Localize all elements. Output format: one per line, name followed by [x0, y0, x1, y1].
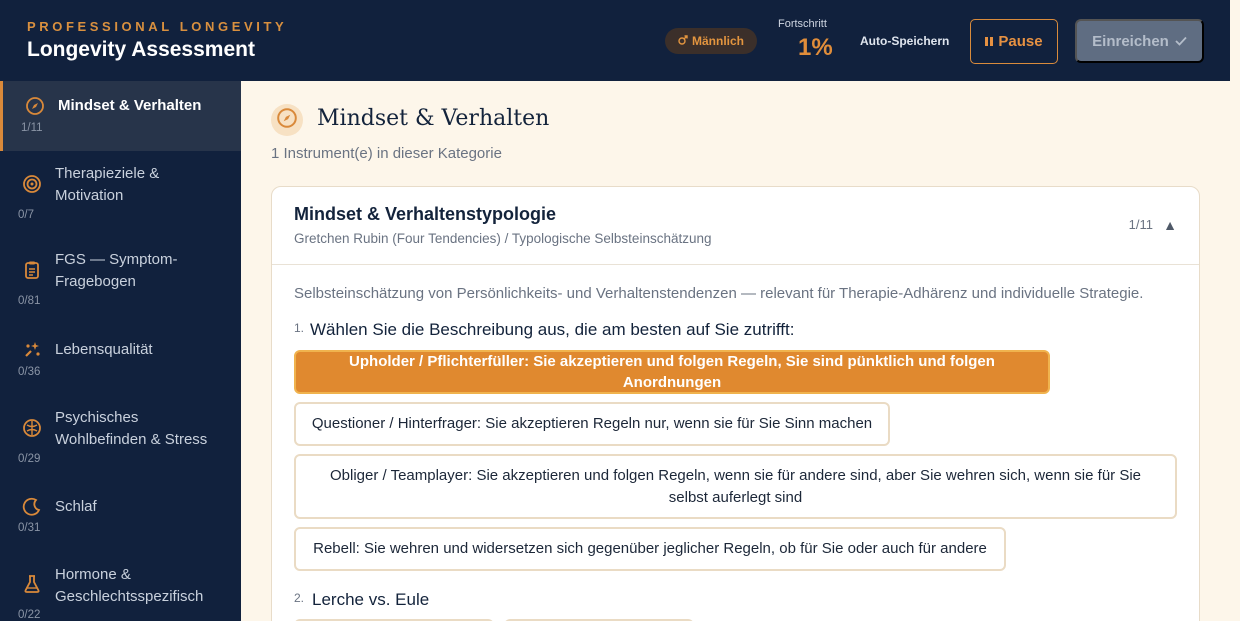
sidebar-item-psychisches-wohlbefinden[interactable] — [0, 391, 241, 479]
sidebar-item-count: 1/11 — [21, 122, 43, 134]
sidebar-item-count: 0/31 — [18, 522, 41, 534]
brain-icon — [22, 418, 42, 438]
instrument-subtitle: Gretchen Rubin (Four Tendencies) / Typologische Selbsteinschätzung — [294, 231, 712, 246]
question-text: Lerche vs. Eule — [312, 590, 430, 609]
check-icon — [1175, 33, 1187, 50]
gender-badge — [665, 28, 757, 54]
question-text: Wählen Sie die Beschreibung aus, die am besten auf Sie zutrifft: — [310, 320, 795, 339]
sidebar-item-therapieziele[interactable] — [0, 151, 241, 236]
submit-button[interactable] — [1075, 19, 1204, 63]
question-number: 1. — [294, 321, 305, 335]
top-header — [0, 0, 1230, 81]
category-icon — [271, 104, 303, 136]
instrument-title: Mindset & Verhaltenstypologie — [294, 204, 557, 224]
instrument-description: Selbsteinschätzung von Persönlichkeits- und Verhaltenstendenzen — relevant für Therapie-Adhärenz und individuelle Strategie. — [294, 285, 1144, 302]
moon-icon — [22, 497, 42, 517]
sparkle-icon — [22, 340, 42, 360]
sidebar-item-label: Psychisches Wohlbefinden & Stress — [55, 409, 208, 448]
category-subtitle: 1 Instrument(e) in dieser Kategorie — [271, 145, 502, 162]
sidebar-item-lebensqualitaet[interactable] — [0, 321, 241, 391]
category-title: Mindset & Verhalten — [317, 106, 550, 131]
pause-button[interactable] — [970, 19, 1058, 64]
instrument-card-header[interactable] — [272, 187, 1199, 265]
progress-value: 1% — [798, 34, 833, 61]
answer-option[interactable]: Upholder / Pflichterfüller: Sie akzeptieren und folgen Regeln, Sie sind pünktlich und folgen Anordnungen — [294, 350, 1050, 394]
instrument-card — [271, 186, 1200, 621]
submit-button-label: Einreichen — [1092, 32, 1169, 50]
sidebar-item-label: Schlaf — [55, 498, 97, 515]
gender-badge-label: Männlich — [692, 34, 745, 48]
sidebar-item-label: Hormone & Geschlechtsspezifisch — [55, 566, 204, 605]
male-icon — [678, 34, 688, 48]
target-icon — [22, 174, 42, 194]
compass-icon — [276, 107, 298, 134]
sidebar-item-count: 0/7 — [18, 209, 34, 221]
brand-eyebrow: PROFESSIONAL LONGEVITY — [27, 19, 288, 34]
progress-label: Fortschritt — [778, 18, 827, 30]
autosave-status: Auto-Speichern — [860, 34, 950, 48]
sidebar-item-count: 0/81 — [18, 295, 41, 307]
pause-button-label: Pause — [998, 33, 1043, 50]
answer-option[interactable]: Questioner / Hinterfrager: Sie akzeptieren Regeln nur, wenn sie für Sie Sinn machen — [294, 402, 890, 446]
clipboard-icon — [22, 260, 42, 280]
sidebar-item-count: 0/29 — [18, 453, 41, 465]
app-title: Longevity Assessment — [27, 38, 255, 61]
compass-icon — [25, 96, 45, 116]
sidebar-item-label: Therapieziele & Motivation — [55, 165, 160, 204]
sidebar-item-count: 0/36 — [18, 366, 41, 378]
flask-icon — [22, 574, 42, 594]
category-sidebar — [0, 81, 241, 621]
sidebar-item-label: Mindset & Verhalten — [58, 97, 202, 114]
sidebar-item-count: 0/22 — [18, 609, 41, 621]
sidebar-item-fgs[interactable] — [0, 236, 241, 321]
question-number: 2. — [294, 591, 305, 605]
sidebar-item-mindset[interactable] — [0, 81, 241, 151]
sidebar-item-label: FGS — Symptom-Fragebogen — [55, 251, 178, 290]
sidebar-item-label: Lebensqualität — [55, 341, 153, 358]
pause-icon — [985, 33, 993, 50]
answer-option[interactable]: Rebell: Sie wehren und widersetzen sich gegenüber jeglicher Regeln, ob für Sie oder auch für andere — [294, 527, 1006, 571]
collapse-icon[interactable]: ▲ — [1163, 217, 1177, 233]
sidebar-item-hormone[interactable] — [0, 549, 241, 621]
answer-option[interactable]: Obliger / Teamplayer: Sie akzeptieren und folgen Regeln, wenn sie für andere sind, aber Sie wehren sich, wenn sie für Sie selbst auferlegt sind — [294, 454, 1177, 519]
sidebar-item-schlaf[interactable] — [0, 479, 241, 549]
instrument-progress-count: 1/11 — [1128, 217, 1153, 232]
